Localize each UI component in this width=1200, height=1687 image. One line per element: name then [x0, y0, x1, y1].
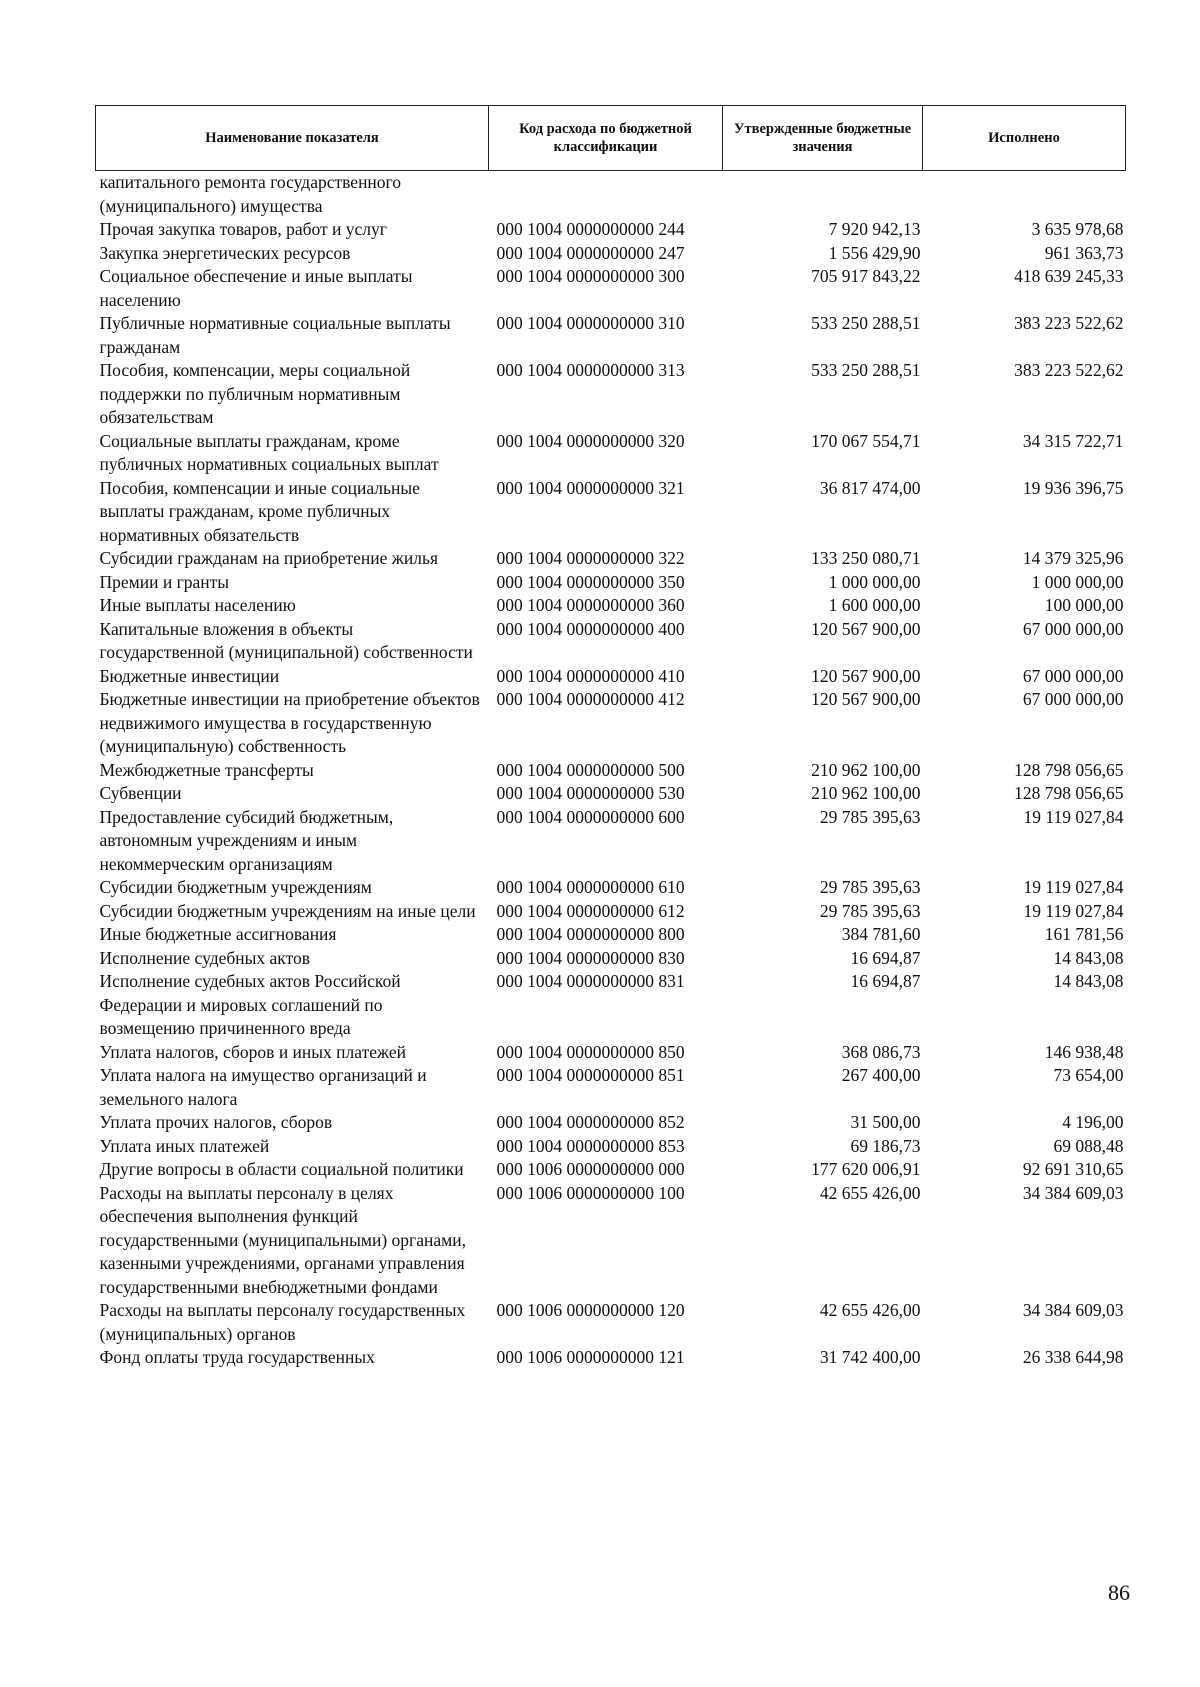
row-name-cell: Закупка энергетических ресурсов — [99, 242, 351, 263]
row-approved-cell: 7 920 942,13 — [828, 219, 921, 239]
row-name-cell: Субсидии гражданам на приобретение жилья — [99, 548, 439, 568]
row-name-cell: Уплата налогов, сборов и иных платежей — [99, 1041, 406, 1062]
row-code-cell: 000 1004 0000000000 350 — [496, 571, 685, 592]
row-executed-cell: 34 384 609,03 — [1022, 1182, 1124, 1203]
row-approved-cell: 29 785 395,63 — [819, 806, 921, 827]
row-code-cell: 000 1006 0000000000 000 — [496, 1159, 685, 1179]
table-row — [96, 171, 1126, 219]
row-executed-cell: 14 379 325,96 — [1022, 548, 1124, 568]
row-name-cell: капитального ремонта государственного (муниципального) имущества — [99, 172, 402, 216]
row-name-cell: Исполнение судебных актов Российской Федерации и мировых соглашений по возмещению причиненного вреда — [99, 971, 401, 1038]
row-approved-cell: 210 962 100,00 — [811, 759, 921, 780]
row-approved-cell: 177 620 006,91 — [811, 1159, 921, 1179]
row-name-cell: Расходы на выплаты персоналу государственных (муниципальных) органов — [99, 1300, 466, 1344]
row-code-cell: 000 1004 0000000000 360 — [496, 595, 685, 615]
row-code-cell: 000 1004 0000000000 850 — [496, 1041, 685, 1062]
row-executed-cell: 128 798 056,65 — [1014, 759, 1124, 780]
row-name-cell: Иные выплаты населению — [99, 595, 296, 615]
row-code-cell: 000 1004 0000000000 313 — [496, 360, 685, 380]
row-executed-cell: 19 936 396,75 — [1022, 477, 1124, 498]
row-name-cell: Субвенции — [99, 783, 182, 803]
row-name-cell: Расходы на выплаты персоналу в целях обеспечения выполнения функций государственными (муниципальными) органами, казенными учреждениями, органами управления государственными внебюджетными фондами — [99, 1182, 466, 1297]
row-approved-cell: 384 781,60 — [841, 924, 921, 944]
table-row — [96, 594, 1126, 618]
row-code-cell: 000 1004 0000000000 612 — [496, 900, 685, 921]
row-code-cell: 000 1004 0000000000 244 — [496, 219, 685, 239]
row-approved-cell: 1 000 000,00 — [828, 571, 921, 592]
table-row — [96, 1182, 1126, 1300]
row-name-cell: Публичные нормативные социальные выплаты гражданам — [99, 313, 451, 357]
row-executed-cell: 3 635 978,68 — [1031, 219, 1124, 239]
row-name-cell: Уплата прочих налогов, сборов — [99, 1112, 333, 1132]
row-executed-cell: 69 088,48 — [1053, 1135, 1124, 1156]
row-code-cell: 000 1004 0000000000 300 — [496, 266, 685, 286]
row-approved-cell: 170 067 554,71 — [811, 430, 921, 451]
row-approved-cell: 267 400,00 — [841, 1065, 921, 1085]
row-executed-cell: 19 119 027,84 — [1023, 900, 1124, 921]
header-name: Наименование показателя — [96, 106, 489, 171]
row-approved-cell: 120 567 900,00 — [811, 618, 921, 639]
row-name-cell: Пособия, компенсации и иные социальные выплаты гражданам, кроме публичных нормативных обязательств — [99, 477, 420, 545]
table-row — [96, 1135, 1126, 1159]
row-name-cell: Уплата иных платежей — [99, 1135, 270, 1156]
row-executed-cell: 14 843,08 — [1053, 971, 1124, 991]
table-row — [96, 947, 1126, 971]
table-row — [96, 688, 1126, 759]
row-code-cell: 000 1006 0000000000 100 — [496, 1182, 685, 1203]
row-name-cell: Социальные выплаты гражданам, кроме публичных нормативных социальных выплат — [99, 430, 439, 474]
row-approved-cell: 36 817 474,00 — [819, 477, 921, 498]
table-row — [96, 312, 1126, 359]
header-code: Код расхода по бюджетной классификации — [489, 106, 723, 171]
row-name-cell: Социальное обеспечение и иные выплаты населению — [99, 266, 413, 310]
row-executed-cell: 73 654,00 — [1053, 1065, 1124, 1085]
row-code-cell: 000 1004 0000000000 322 — [496, 548, 685, 568]
row-name-cell: Фонд оплаты труда государственных — [99, 1347, 375, 1367]
row-name-cell: Другие вопросы в области социальной политики — [99, 1159, 464, 1179]
row-approved-cell: 16 694,87 — [850, 971, 921, 991]
row-approved-cell: 368 086,73 — [841, 1041, 921, 1062]
row-code-cell: 000 1004 0000000000 831 — [496, 971, 685, 991]
row-executed-cell: 67 000 000,00 — [1022, 618, 1124, 639]
table-row — [96, 900, 1126, 924]
row-approved-cell: 29 785 395,63 — [819, 900, 921, 921]
table-row — [96, 782, 1126, 806]
header-executed: Исполнено — [923, 106, 1126, 171]
row-name-cell: Бюджетные инвестиции — [99, 665, 280, 686]
row-code-cell: 000 1004 0000000000 610 — [496, 877, 685, 897]
row-approved-cell: 42 655 426,00 — [819, 1300, 921, 1320]
row-approved-cell: 1 556 429,90 — [828, 242, 921, 263]
row-code-cell: 000 1004 0000000000 500 — [496, 759, 685, 780]
row-code-cell: 000 1004 0000000000 247 — [496, 242, 685, 263]
table-row — [96, 1041, 1126, 1065]
row-executed-cell: 19 119 027,84 — [1023, 806, 1124, 827]
row-name-cell: Субсидии бюджетным учреждениям — [99, 877, 372, 897]
row-executed-cell: 383 223 522,62 — [1014, 360, 1124, 380]
row-executed-cell: 128 798 056,65 — [1014, 783, 1124, 803]
table-body — [96, 171, 1126, 1370]
table-row — [96, 970, 1126, 1041]
row-executed-cell: 67 000 000,00 — [1022, 689, 1124, 709]
row-executed-cell: 34 384 609,03 — [1022, 1300, 1124, 1320]
table-row — [96, 618, 1126, 665]
row-approved-cell — [723, 171, 923, 219]
row-code-cell: 000 1004 0000000000 851 — [496, 1065, 685, 1085]
header-approved: Утвержденные бюджетные значения — [723, 106, 923, 171]
table-row — [96, 1064, 1126, 1111]
row-code-cell: 000 1004 0000000000 600 — [496, 806, 685, 827]
row-code-cell: 000 1004 0000000000 800 — [496, 924, 685, 944]
table-header — [96, 106, 1126, 171]
row-approved-cell: 210 962 100,00 — [811, 783, 921, 803]
table-row — [96, 477, 1126, 548]
table-row — [96, 665, 1126, 689]
row-executed-cell: 19 119 027,84 — [1023, 877, 1124, 897]
row-name-cell: Иные бюджетные ассигнования — [99, 924, 337, 944]
row-name-cell: Премии и гранты — [99, 571, 230, 592]
row-name-cell: Межбюджетные трансферты — [99, 759, 314, 780]
row-name-cell: Пособия, компенсации, меры социальной поддержки по публичным нормативным обязательствам — [99, 360, 411, 427]
row-code-cell: 000 1004 0000000000 400 — [496, 618, 685, 639]
row-executed-cell: 1 000 000,00 — [1031, 571, 1124, 592]
row-name-cell: Прочая закупка товаров, работ и услуг — [99, 219, 387, 239]
table-row — [96, 242, 1126, 266]
table-row — [96, 923, 1126, 947]
table-row — [96, 265, 1126, 312]
row-approved-cell: 120 567 900,00 — [811, 689, 921, 709]
table-row — [96, 1346, 1126, 1370]
row-approved-cell: 1 600 000,00 — [828, 595, 921, 615]
table-row — [96, 571, 1126, 595]
row-code-cell: 000 1004 0000000000 410 — [496, 665, 685, 686]
row-code-cell: 000 1004 0000000000 321 — [496, 477, 685, 498]
row-code-cell: 000 1004 0000000000 320 — [496, 430, 685, 451]
table-row — [96, 759, 1126, 783]
row-approved-cell: 705 917 843,22 — [811, 266, 921, 286]
row-executed-cell: 4 196,00 — [1062, 1112, 1124, 1132]
row-executed-cell: 14 843,08 — [1053, 947, 1124, 968]
row-executed-cell: 961 363,73 — [1044, 242, 1124, 263]
row-code-cell — [489, 171, 723, 219]
row-approved-cell: 133 250 080,71 — [811, 548, 921, 568]
row-approved-cell: 533 250 288,51 — [811, 360, 921, 380]
budget-table — [95, 105, 1126, 1370]
row-code-cell: 000 1004 0000000000 852 — [496, 1112, 685, 1132]
row-approved-cell: 69 186,73 — [850, 1135, 921, 1156]
table-row — [96, 359, 1126, 430]
row-approved-cell: 42 655 426,00 — [819, 1182, 921, 1203]
row-executed-cell: 34 315 722,71 — [1022, 430, 1124, 451]
row-executed-cell: 26 338 644,98 — [1022, 1347, 1124, 1367]
row-approved-cell: 120 567 900,00 — [811, 665, 921, 686]
row-executed-cell: 67 000 000,00 — [1022, 665, 1124, 686]
row-name-cell: Субсидии бюджетным учреждениям на иные цели — [99, 900, 476, 921]
table-row — [96, 547, 1126, 571]
row-name-cell: Предоставление субсидий бюджетным, автономным учреждениям и иным некоммерческим организациям — [99, 806, 394, 874]
row-code-cell: 000 1004 0000000000 412 — [496, 689, 685, 709]
row-executed-cell: 418 639 245,33 — [1014, 266, 1124, 286]
table-row — [96, 1299, 1126, 1346]
table-row — [96, 430, 1126, 477]
row-executed-cell: 146 938,48 — [1044, 1041, 1124, 1062]
table-row — [96, 1111, 1126, 1135]
row-approved-cell: 31 500,00 — [850, 1112, 921, 1132]
row-code-cell: 000 1004 0000000000 830 — [496, 947, 685, 968]
page-number: 86 — [1108, 1580, 1130, 1605]
row-code-cell: 000 1004 0000000000 530 — [496, 783, 685, 803]
table-row — [96, 806, 1126, 877]
row-executed-cell: 100 000,00 — [1044, 595, 1124, 615]
table-row — [96, 1158, 1126, 1182]
row-approved-cell: 29 785 395,63 — [819, 877, 921, 897]
table-row — [96, 876, 1126, 900]
row-executed-cell — [923, 171, 1126, 219]
row-code-cell: 000 1006 0000000000 121 — [496, 1347, 685, 1367]
row-name-cell: Уплата налога на имущество организаций и земельного налога — [99, 1065, 427, 1109]
row-code-cell: 000 1004 0000000000 853 — [496, 1135, 685, 1156]
row-executed-cell: 161 781,56 — [1044, 924, 1124, 944]
row-name-cell: Бюджетные инвестиции на приобретение объектов недвижимого имущества в государственную (муниципальную) собственность — [99, 689, 480, 756]
row-approved-cell: 533 250 288,51 — [811, 313, 921, 333]
row-code-cell: 000 1006 0000000000 120 — [496, 1300, 685, 1320]
row-approved-cell: 16 694,87 — [850, 947, 921, 968]
row-code-cell: 000 1004 0000000000 310 — [496, 313, 685, 333]
row-approved-cell: 31 742 400,00 — [819, 1347, 921, 1367]
row-name-cell: Капитальные вложения в объекты государственной (муниципальной) собственности — [99, 618, 473, 662]
row-name-cell: Исполнение судебных актов — [99, 947, 311, 968]
row-executed-cell: 383 223 522,62 — [1014, 313, 1124, 333]
row-executed-cell: 92 691 310,65 — [1022, 1159, 1124, 1179]
table-row — [96, 218, 1126, 242]
